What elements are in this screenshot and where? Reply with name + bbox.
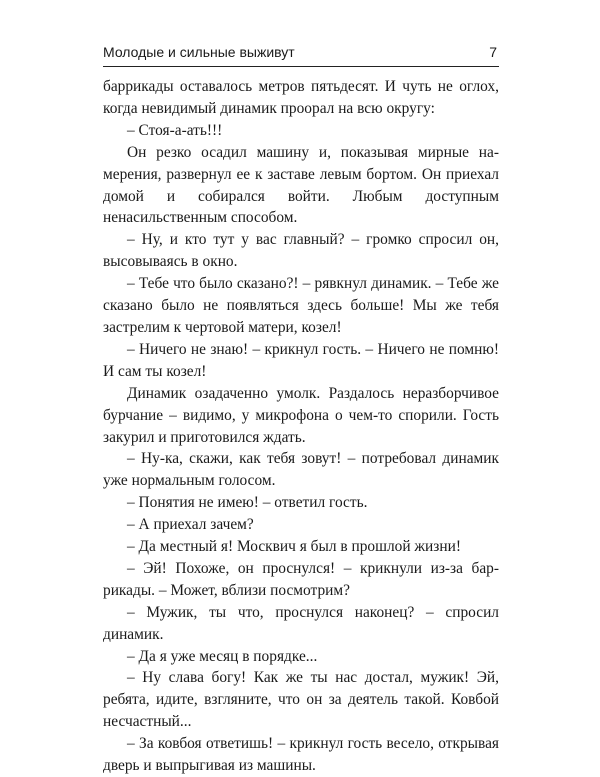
paragraph: Динамик озадаченно умолк. Раздалось неразборчивое бурчание – видимо, у микрофона о чем-то спорили. Гость закурил и приготовился ждать. [103,384,499,446]
paragraph: – А приехал зачем? [127,516,254,534]
running-head-title: Молодые и сильные выживут [103,44,295,60]
paragraph: – Понятия не имею! – ответил гость. [127,494,368,512]
page-number: 7 [489,44,497,60]
running-head [103,44,499,64]
header-rule [103,66,499,67]
paragraph: – Мужик, ты что, проснулся наконец? – спросил динамик. [103,603,499,643]
paragraph: Он резко осадил машину и, показывая мирные намерения, развернул ее к заставе левым бортом. Он приехал домой и собирался войти. Любым доступным ненасильственным способом. [103,143,499,227]
paragraph: – За ковбоя ответишь! – крикнул гость весело, открывая дверь и выпрыгивая из машины. [103,735,499,775]
paragraph: – Ну-ка, скажи, как тебя зовут! – потребовал динамик уже нормальным голосом. [103,450,499,490]
paragraph: – Эй! Похоже, он проснулся! – крикнули из-за баррикады. – Может, вблизи посмотрим? [103,559,499,599]
paragraph: – Тебе что было сказано?! – рявкнул динамик. – Тебе же сказано было не появляться здесь больше! Мы же тебя застрелим к чертовой матери, козел! [103,275,499,336]
paragraph: – Ну, и кто тут у вас главный? – громко спросил он, высовываясь в окно. [103,231,499,271]
paragraph: – Ничего не знаю! – крикнул гость. – Ничего не помню! И сам ты козел! [103,340,499,380]
paragraph: баррикады оставалось метров пятьдесят. И чуть не оглох, когда невидимый динамик проорал на всю округу: [103,78,499,117]
paragraph: – Стоя-а-ать!!! [127,121,223,139]
paragraph: – Ну слава богу! Как же ты нас достал, мужик! Эй, ребята, идите, взгляните, что он за деятель такой. Ковбой несчастный... [103,669,499,731]
body-text [103,76,499,777]
paragraph: – Да местный я! Москвич я был в прошлой жизни! [127,538,461,556]
paragraph: – Да я уже месяц в порядке... [127,647,318,665]
